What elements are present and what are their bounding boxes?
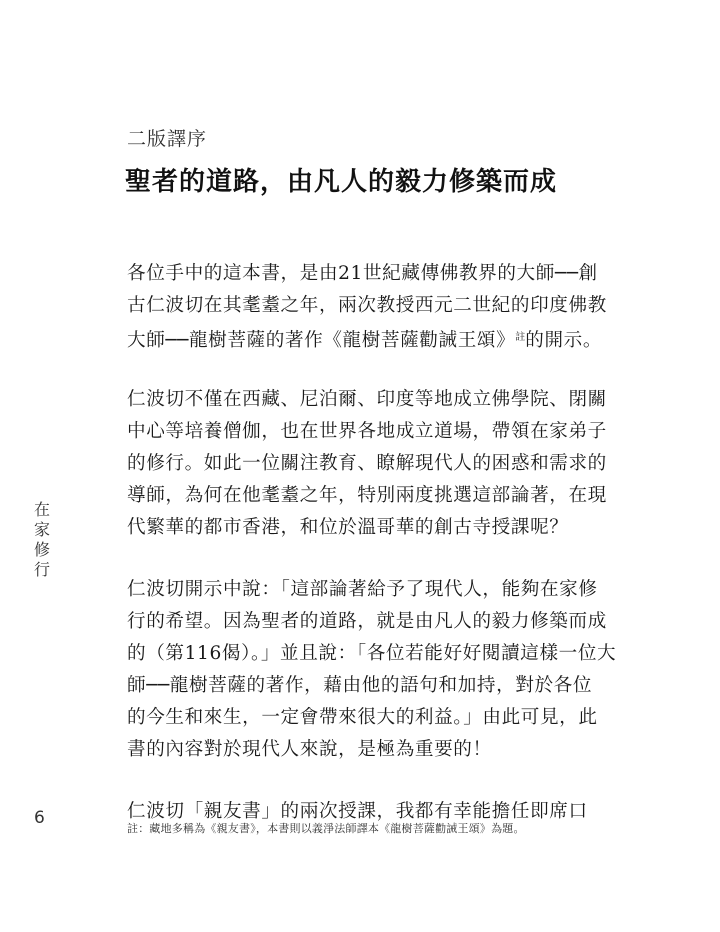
text-line: 的修行。如此一位關注教育、瞭解現代人的困惑和需求的	[127, 453, 607, 474]
text-line: 的（第116偈）。」並且說：「各位若能好好閱讀這樣一位大	[127, 643, 617, 664]
running-head-char: 家	[33, 520, 50, 539]
footnote: 註：藏地多稱為《親友書》，本書則以義淨法師譯本《龍樹菩薩勸誡王頌》為題。	[127, 822, 525, 835]
text-line	[127, 322, 603, 354]
text-line: 各位手中的這本書，是由21世紀藏傳佛教界的大師──創	[127, 263, 598, 284]
text-line: 古仁波切在其耄耋之年，兩次教授西元二世紀的印度佛教	[127, 295, 607, 316]
paragraph-3	[127, 574, 617, 766]
paragraph-2	[127, 384, 607, 544]
text-line: 仁波切「親友書」的兩次授課，我都有幸能擔任即席口	[127, 801, 588, 822]
text-line: 仁波切開示中說：「這部論著給予了現代人，能夠在家修	[127, 579, 598, 600]
text-line: 代繁華的都市香港，和位於溫哥華的創古寺授課呢？	[127, 517, 569, 538]
text-line: 中心等培養僧伽，也在世界各地成立道場，帶領在家弟子	[127, 421, 607, 442]
text-line: 導師，為何在他耄耋之年，特別兩度挑選這部論著，在現	[127, 485, 607, 506]
running-head	[33, 500, 51, 580]
running-head-char: 修	[33, 540, 50, 559]
text-line-content: 大師──龍樹菩薩的著作《龍樹菩薩勸誡王頌》	[127, 330, 516, 351]
text-line: 的今生和來生，一定會帶來很大的利益。」由此可見，此	[127, 707, 598, 728]
paragraph-1	[127, 258, 607, 354]
section-label: 二版譯序	[127, 128, 208, 150]
page-number: 6	[34, 808, 45, 828]
body-text	[127, 258, 617, 858]
running-head-char: 在	[33, 500, 50, 519]
text-line-tail: 的開示。	[525, 330, 603, 351]
text-line: 仁波切不僅在西藏、尼泊爾、印度等地成立佛學院、閉關	[127, 389, 607, 410]
running-head-char: 行	[33, 560, 50, 579]
text-line: 書的內容對於現代人來說，是極為重要的！	[127, 739, 492, 760]
text-line: 師──龍樹菩薩的著作，藉由他的語句和加持，對於各位	[127, 675, 593, 696]
chapter-title: 聖者的道路，由凡人的毅力修築而成	[125, 167, 558, 197]
text-line: 行的希望。因為聖者的道路，就是由凡人的毅力修築而成	[127, 611, 607, 632]
footnote-marker: 註	[515, 332, 526, 343]
